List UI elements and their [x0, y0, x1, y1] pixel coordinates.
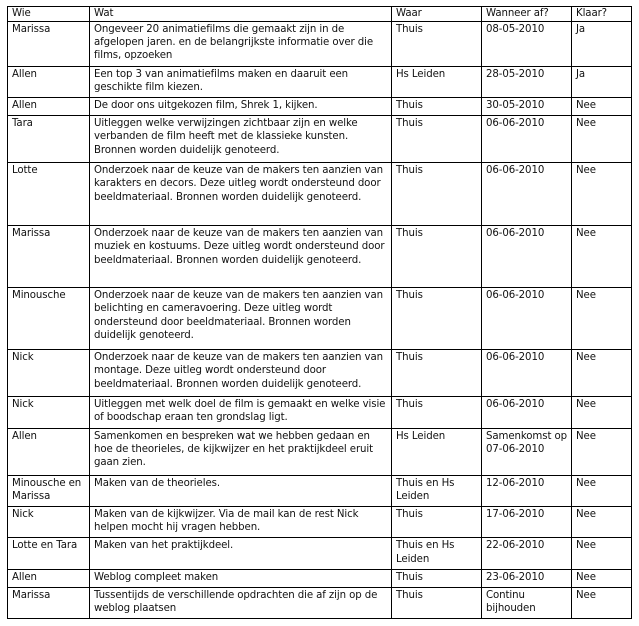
- cell-waar: Thuis: [392, 98, 482, 116]
- cell-wie: Nick: [8, 350, 90, 397]
- cell-wat: Tussentijds de verschillende opdrachten die af zijn op de weblog plaatsen: [90, 588, 392, 619]
- header-row: [8, 7, 632, 22]
- cell-waar: Thuis: [392, 116, 482, 163]
- cell-wie: Marissa: [8, 22, 90, 67]
- table-row: [8, 588, 632, 619]
- cell-wie: Allen: [8, 98, 90, 116]
- cell-waar: Thuis: [392, 397, 482, 428]
- cell-waar: Thuis: [392, 22, 482, 67]
- cell-wat: Uitleggen welke verwijzingen zichtbaar zijn en welke verbanden de film heeft met de klassieke kunsten. Bronnen worden duidelijk genoteerd.: [90, 116, 392, 163]
- table-row: [8, 569, 632, 587]
- table-row: [8, 226, 632, 288]
- cell-wat: Onderzoek naar de keuze van de makers ten aanzien van montage. Deze uitleg wordt ondersteund door beeldmateriaal. Bronnen worden duidelijk genoteerd.: [90, 350, 392, 397]
- cell-klaar: Nee: [572, 116, 632, 163]
- cell-wie: Nick: [8, 397, 90, 428]
- cell-wie: Marissa: [8, 226, 90, 288]
- cell-wat: Samenkomen en bespreken wat we hebben gedaan en hoe de theorieles, de kijkwijzer en het praktijkdeel eruit gaan zien.: [90, 428, 392, 475]
- header-klaar: Klaar?: [572, 7, 632, 22]
- cell-wanneer: 17-06-2010: [482, 507, 572, 538]
- cell-klaar: Nee: [572, 397, 632, 428]
- header-wat: Wat: [90, 7, 392, 22]
- cell-klaar: Nee: [572, 569, 632, 587]
- cell-wat: Onderzoek naar de keuze van de makers ten aanzien van karakters en decors. Deze uitleg wordt ondersteund door beeldmateriaal. Bronnen worden duidelijk genoteerd.: [90, 163, 392, 226]
- table-row: [8, 397, 632, 428]
- cell-wat: Ongeveer 20 animatiefilms die gemaakt zijn in de afgelopen jaren. en de belangrijkste informatie over die films, opzoeken: [90, 22, 392, 67]
- cell-wie: Allen: [8, 428, 90, 475]
- cell-wanneer: 23-06-2010: [482, 569, 572, 587]
- cell-klaar: Nee: [572, 507, 632, 538]
- cell-klaar: Nee: [572, 475, 632, 506]
- cell-waar: Thuis: [392, 163, 482, 226]
- cell-wanneer: 06-06-2010: [482, 288, 572, 350]
- cell-wanneer: 06-06-2010: [482, 350, 572, 397]
- cell-wanneer: Samenkomst op 07-06-2010: [482, 428, 572, 475]
- cell-klaar: Ja: [572, 22, 632, 67]
- cell-wat: Maken van de theorieles.: [90, 475, 392, 506]
- cell-wie: Tara: [8, 116, 90, 163]
- header-waar: Waar: [392, 7, 482, 22]
- cell-klaar: Ja: [572, 66, 632, 97]
- cell-wie: Minousche en Marissa: [8, 475, 90, 506]
- cell-wanneer: 30-05-2010: [482, 98, 572, 116]
- cell-wie: Nick: [8, 507, 90, 538]
- table-row: [8, 428, 632, 475]
- cell-wanneer: 28-05-2010: [482, 66, 572, 97]
- cell-wanneer: 06-06-2010: [482, 163, 572, 226]
- cell-wat: Onderzoek naar de keuze van de makers ten aanzien van belichting en cameravoering. Deze uitleg wordt ondersteund door beeldmateriaal. Bronnen worden duidelijk genoteerd.: [90, 288, 392, 350]
- table-row: [8, 22, 632, 67]
- table-row: [8, 507, 632, 538]
- table-row: [8, 288, 632, 350]
- cell-waar: Thuis: [392, 288, 482, 350]
- cell-wat: Een top 3 van animatiefilms maken en daaruit een geschikte film kiezen.: [90, 66, 392, 97]
- cell-waar: Thuis: [392, 588, 482, 619]
- table-row: [8, 350, 632, 397]
- table-row: [8, 475, 632, 506]
- cell-klaar: Nee: [572, 538, 632, 569]
- cell-wie: Allen: [8, 66, 90, 97]
- table-row: [8, 98, 632, 116]
- header-wie: Wie: [8, 7, 90, 22]
- cell-klaar: Nee: [572, 163, 632, 226]
- cell-wat: Maken van de kijkwijzer. Via de mail kan de rest Nick helpen mocht hij vragen hebben.: [90, 507, 392, 538]
- cell-wie: Lotte: [8, 163, 90, 226]
- cell-waar: Thuis: [392, 569, 482, 587]
- cell-wat: Onderzoek naar de keuze van de makers ten aanzien van muziek en kostuums. Deze uitleg wordt ondersteund door beeldmateriaal. Bronnen worden duidelijk genoteerd.: [90, 226, 392, 288]
- table-row: [8, 116, 632, 163]
- cell-wanneer: Continu bijhouden: [482, 588, 572, 619]
- cell-klaar: Nee: [572, 226, 632, 288]
- task-table: [7, 6, 632, 619]
- cell-wanneer: 22-06-2010: [482, 538, 572, 569]
- cell-waar: Thuis: [392, 507, 482, 538]
- cell-wat: Uitleggen met welk doel de film is gemaakt en welke visie of boodschap eraan ten grondslag ligt.: [90, 397, 392, 428]
- header-wanneer: Wanneer af?: [482, 7, 572, 22]
- cell-klaar: Nee: [572, 288, 632, 350]
- cell-waar: Hs Leiden: [392, 428, 482, 475]
- cell-waar: Thuis en Hs Leiden: [392, 538, 482, 569]
- cell-waar: Hs Leiden: [392, 66, 482, 97]
- cell-wie: Minousche: [8, 288, 90, 350]
- cell-wanneer: 08-05-2010: [482, 22, 572, 67]
- cell-klaar: Nee: [572, 98, 632, 116]
- table-row: [8, 66, 632, 97]
- cell-klaar: Nee: [572, 588, 632, 619]
- table-row: [8, 538, 632, 569]
- cell-wat: Weblog compleet maken: [90, 569, 392, 587]
- cell-wie: Allen: [8, 569, 90, 587]
- cell-waar: Thuis en Hs Leiden: [392, 475, 482, 506]
- cell-waar: Thuis: [392, 350, 482, 397]
- cell-wie: Lotte en Tara: [8, 538, 90, 569]
- cell-wanneer: 12-06-2010: [482, 475, 572, 506]
- cell-wanneer: 06-06-2010: [482, 226, 572, 288]
- table-row: [8, 163, 632, 226]
- cell-waar: Thuis: [392, 226, 482, 288]
- cell-wat: De door ons uitgekozen film, Shrek 1, kijken.: [90, 98, 392, 116]
- cell-wanneer: 06-06-2010: [482, 397, 572, 428]
- cell-klaar: Nee: [572, 350, 632, 397]
- cell-klaar: Nee: [572, 428, 632, 475]
- cell-wanneer: 06-06-2010: [482, 116, 572, 163]
- cell-wat: Maken van het praktijkdeel.: [90, 538, 392, 569]
- cell-wie: Marissa: [8, 588, 90, 619]
